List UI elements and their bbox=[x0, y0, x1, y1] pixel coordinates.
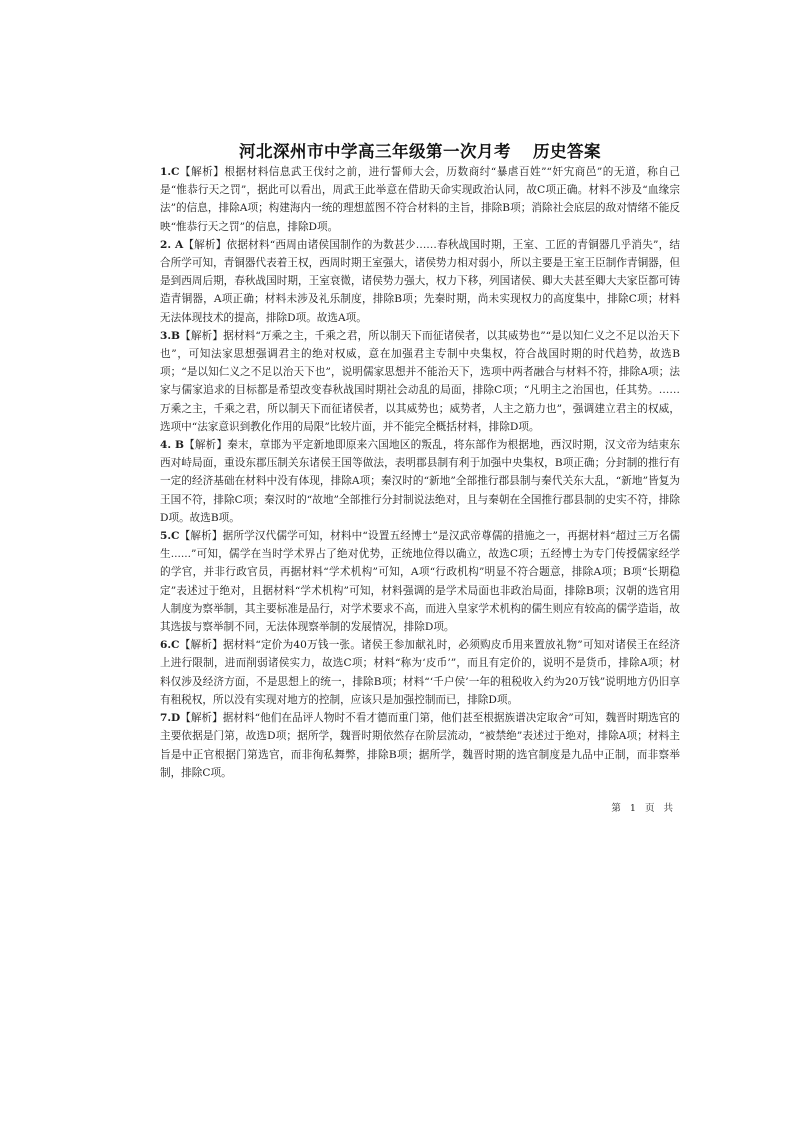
answer-item bbox=[160, 163, 680, 236]
answer-number: 3.B bbox=[160, 329, 181, 342]
title-subject: 历史答案 bbox=[533, 142, 601, 161]
answer-number: 6.C bbox=[160, 639, 180, 652]
answer-number: 2. A bbox=[160, 238, 184, 251]
answer-text: 【解析】据所学汉代儒学可知，材料中“设置五经博士”是汉武帝尊儒的措施之一，再据材料“超过三万名儒生......”可知，儒学在当时学术界占了绝对优势，正统地位得以确立，故选C项；五经博士为专门传授儒家经学的学官，并非行政官员，再据材料“学术机构”可知，A项“行政机构”明显不符合题意，排除A项；B项“长期稳定”表述过于绝对，且据材料“学术机构”可知，材料强调的是学术局面也非政治局面，排除B项；汉朝的选官用人制度为察举制，其主要标准是品行，对学术要求不高，而进入皇家学术机构的儒生则应有较高的儒学造诣，故其选拔与察举制不同，无法体现察举制的发展情况，排除D项。 bbox=[160, 530, 680, 634]
answer-item bbox=[160, 327, 680, 436]
answer-number: 1.C bbox=[160, 166, 180, 178]
answer-text: 【解析】据材料“万乘之主，千乘之君，所以制天下而征诸侯者，以其威势也”“是以知仁义之不足以治天下也”，可知法家思想强调君主的绝对权威，意在加强君主专制中央集权，符合战国时期的时代趋势，故选B项；“是以知仁义之不足以治天下也”，说明儒家思想并不能治天下，选项中两者融合与材料不符，排除A项；法家与儒家追求的目标都是希望改变春秋战国时期社会动乱的局面，排除C项；“凡明主之治国也，任其势。……万乘之主，千乘之君，所以制天下而征诸侯者，以其威势也；威势者，人主之筋力也”，强调建立君主的权威，选项中“法家意识到教化作用的局限”比较片面，并不能完全概括材料，排除D项。 bbox=[160, 329, 680, 433]
answer-text: 【解析】据材料“他们在品评人物时不看才德而重门第，他们甚至根据族谱决定取舍”可知，魏晋时期选官的主要依据是门第，故选D项；据所学，魏晋时期依然存在阶层流动，“被禁绝”表述过于绝对，排除A项；材料主旨是中正官根据门第选官，而非徇私舞弊，排除B项；据所学，魏晋时期的选官制度是九品中正制，而非察举制，排除C项。 bbox=[160, 712, 680, 779]
answer-text: 【解析】依据材料“西周由诸侯国制作的为数甚少……春秋战国时期，王室、工匠的青铜器几乎消失”，结合所学可知，青铜器代表着王权，西周时期王室强大，诸侯势力相对弱小，所以主要是王室王臣制作青铜器，但是到西周后期，春秋战国时期，王室衰微，诸侯势力强大，权力下移，列国诸侯、卿大夫甚至卿大夫家臣都可铸造青铜器，A项正确；材料未涉及礼乐制度，排除B项；先秦时期，尚未实现权力的高度集中，排除C项；材料无法体现技术的提高，排除D项。故选A项。 bbox=[160, 238, 681, 324]
answer-text: 【解析】根据材料信息武王伐纣之前，进行誓师大会，历数商纣“暴虐百姓”“奸宄商邑”的无道，称自己是“惟恭行天之罚”，据此可以看出，周武王此举意在借助天命实现政治认同，故C项正确。材料不涉及“血缘宗法”的信息，排除A项；构建海内一统的理想蓝图不符合材料的主旨，排除B项；消除社会底层的敌对情绪不能反映“惟恭行天之罚”的信息，排除D项。 bbox=[160, 166, 680, 233]
title-main: 河北深州市中学高三年级第一次月考 bbox=[239, 142, 511, 161]
answer-number: 5.C bbox=[160, 530, 180, 543]
answer-item bbox=[160, 436, 680, 527]
answer-item bbox=[160, 236, 680, 327]
answer-text: 【解析】秦末，章邯为平定新地即原来六国地区的叛乱，将东部作为根据地，西汉时期，汉文帝为结束东西对峙局面，重设东郡压制关东诸侯王国等做法，表明郡县制有利于加强中央集权，B项正确；分封制的推行有一定的经济基础在材料中没有体现，排除A项；秦汉时的“新地”全部推行郡县制与秦代关东大乱，“新地”皆复为王国不符，排除C项；秦汉时的“故地”全部推行分封制说法绝对，且与秦朝在全国推行郡县制的史实不符，排除D项。故选B项。 bbox=[160, 439, 681, 524]
answer-item bbox=[160, 709, 680, 782]
answer-text: 【解析】据材料“定价为40万钱一张。诸侯王参加献礼时，必须购皮币用来置放礼物”可知对诸侯王在经济上进行限制，进而削弱诸侯实力，故选C项；材料“称为‘皮币’”，而且有定价的，说明不是货币，排除A项；材料仅涉及经济方面，不是思想上的统一，排除B项；材料“‘千户侯’一年的租税收入约为20万钱”说明地方仍旧享有租税权，所以没有实现对地方的控制，应该只是加强控制而已，排除D项。 bbox=[160, 639, 680, 706]
answer-number: 7.D bbox=[160, 712, 181, 725]
page-title bbox=[160, 138, 680, 162]
answer-item bbox=[160, 636, 680, 709]
page-footer: 第 1 页 共 bbox=[611, 803, 676, 814]
answer-number: 4. B bbox=[160, 439, 184, 452]
answer-item bbox=[160, 527, 680, 636]
answer-list bbox=[160, 163, 680, 782]
